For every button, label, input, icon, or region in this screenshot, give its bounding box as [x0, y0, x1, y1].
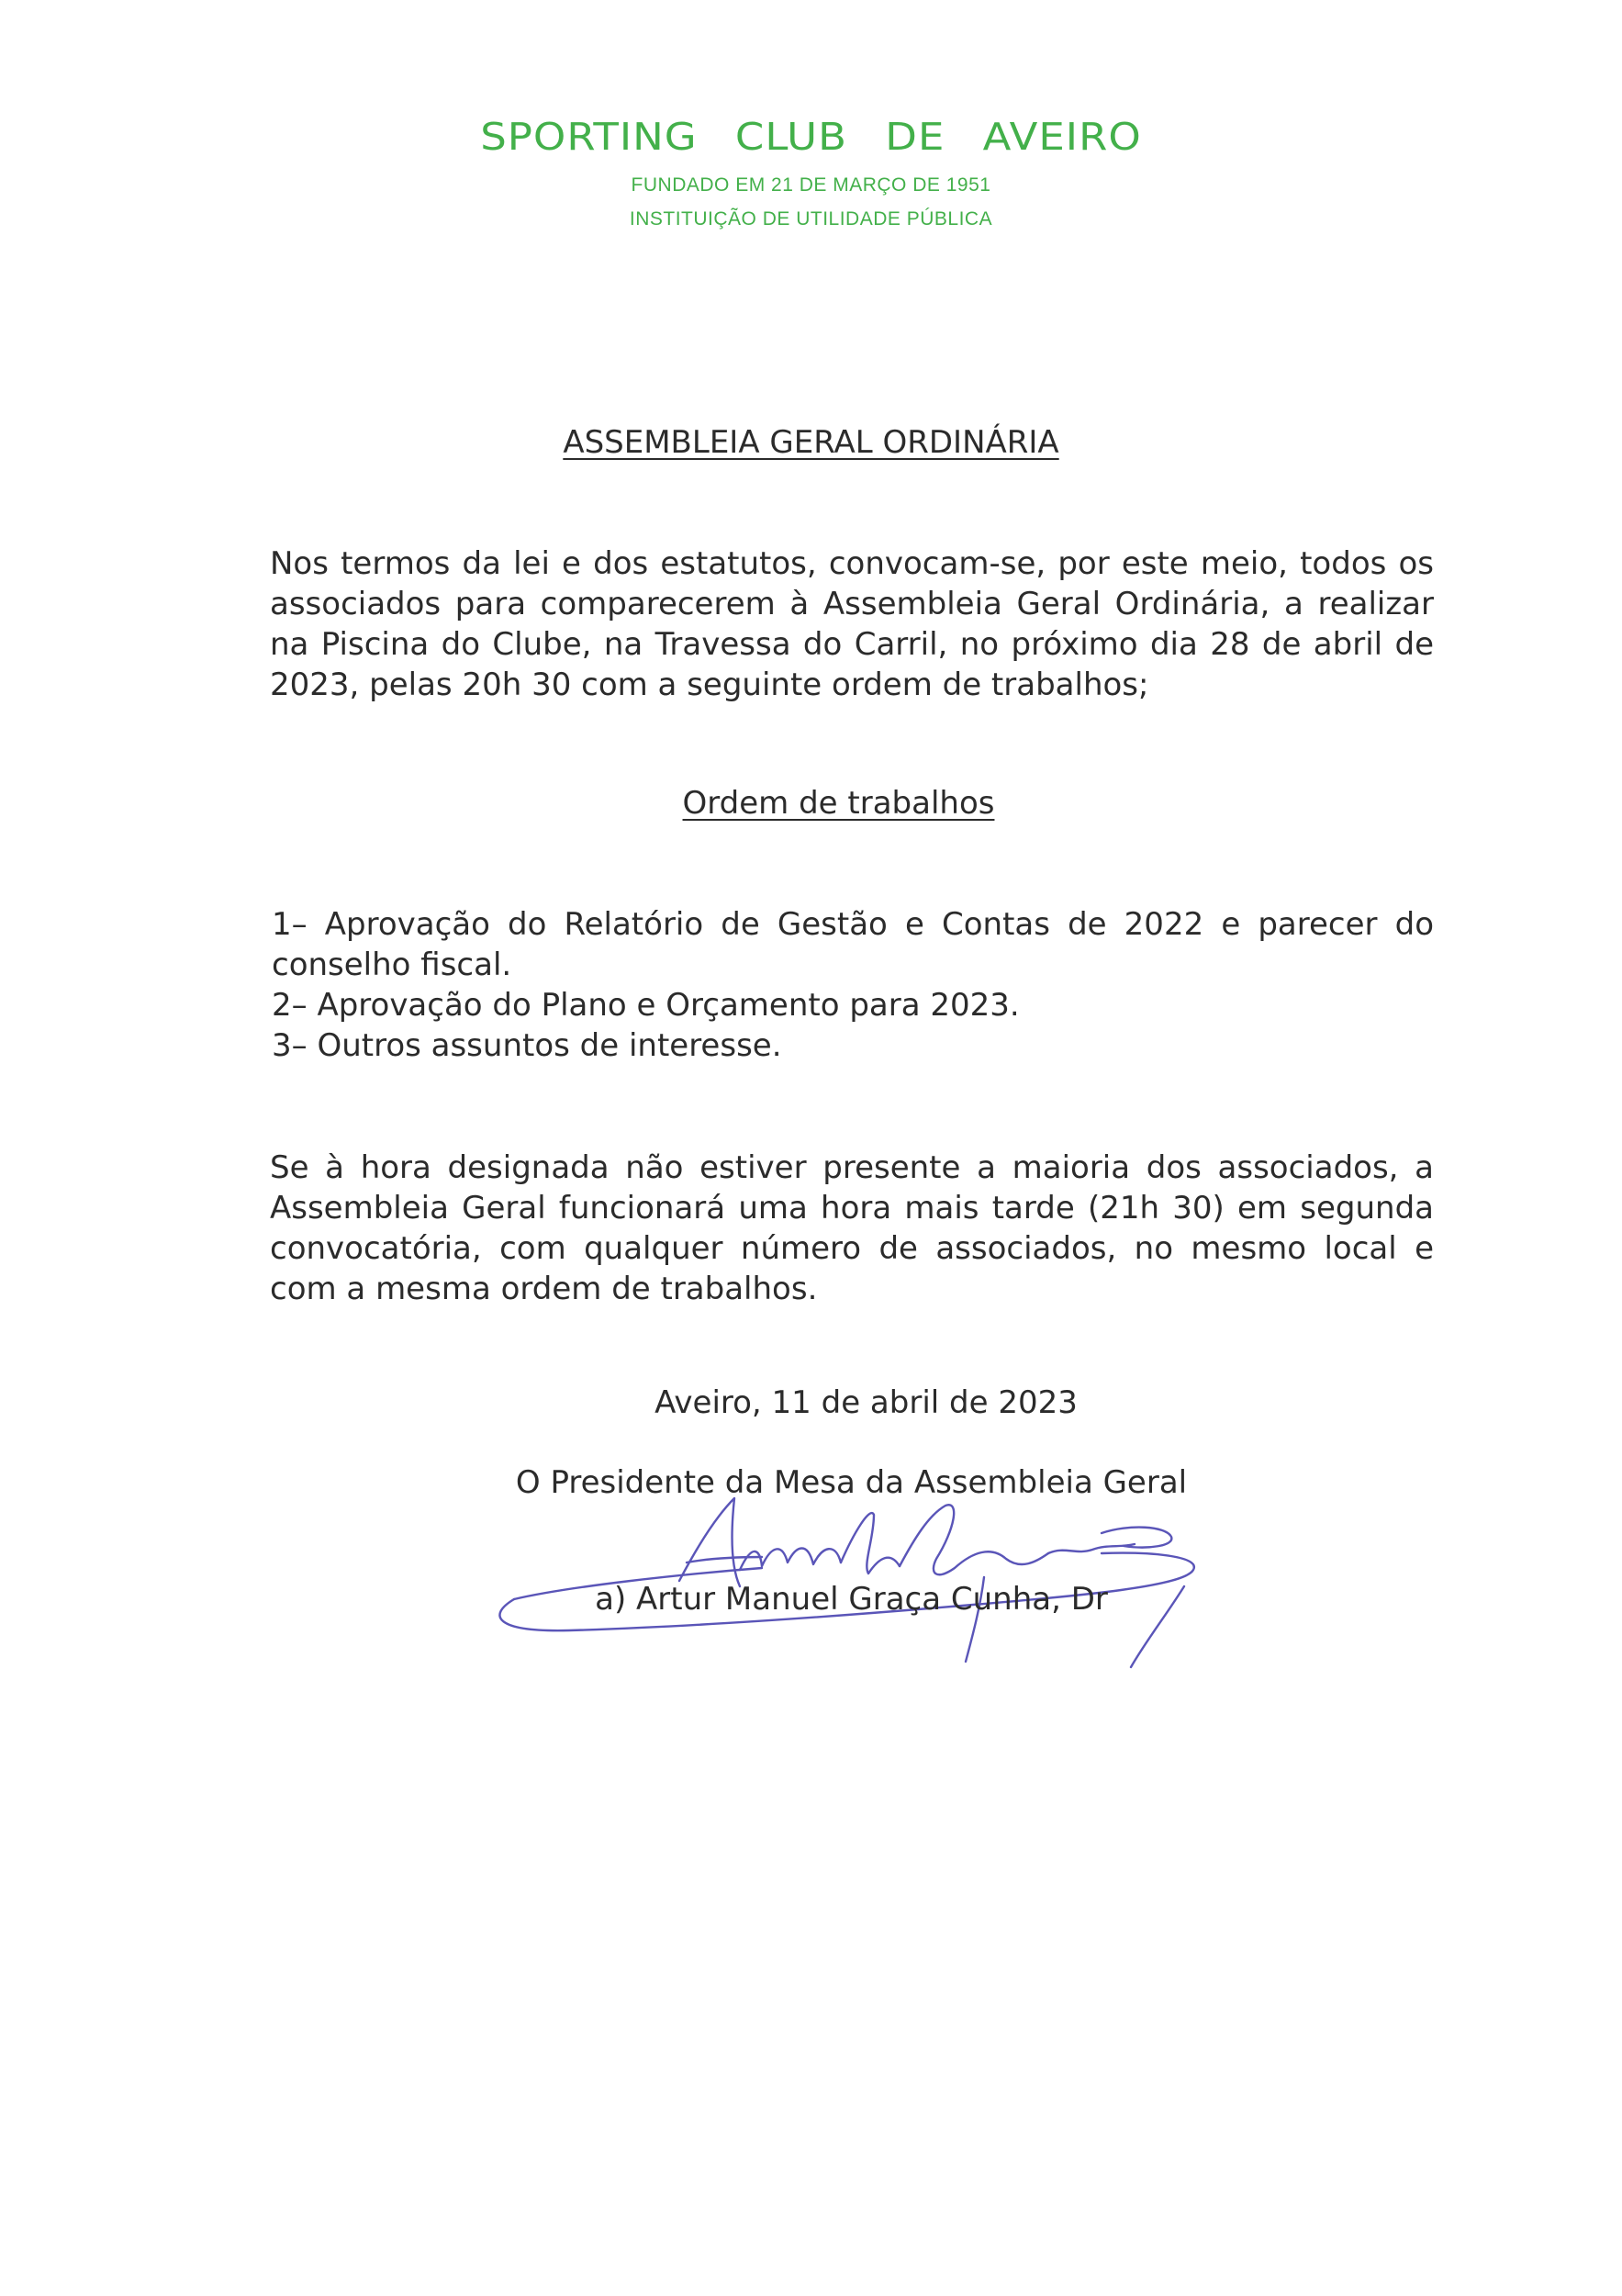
- agenda-title: Ordem de trabalhos: [682, 785, 995, 822]
- place-and-date: Aveiro, 11 de abril de 2023: [654, 1384, 1078, 1421]
- second-call-paragraph: Se à hora designada não estiver presente a maioria dos associados, a Assembleia Geral funcionará uma hora mais tarde (21h 30) em segunda convocatória, com qualquer número de associados, no mesmo local e com a mesma ordem de trabalhos.: [270, 1149, 1434, 1307]
- agenda-item: 3– Outros assuntos de interesse.: [272, 1027, 782, 1064]
- agenda-list: [272, 904, 1434, 1066]
- intro-paragraph: Nos termos da lei e dos estatutos, convocam-se, por este meio, todos os associados para comparecerem à Assembleia Geral Ordinária, a realizar na Piscina do Clube, na Travessa do Carril, no próximo dia 28 de abril de 2023, pelas 20h 30 com a seguinte ordem de trabalhos;: [270, 545, 1434, 703]
- document-title: ASSEMBLEIA GERAL ORDINÁRIA: [563, 424, 1059, 461]
- agenda-item: 1– Aprovação do Relatório de Gestão e Contas de 2022 e parecer do conselho fiscal.: [272, 906, 1434, 983]
- club-name: SPORTING CLUB DE AVEIRO: [480, 114, 1142, 159]
- handwritten-signature: [459, 1478, 1230, 1671]
- signer-title: O Presidente da Mesa da Assembleia Geral: [515, 1464, 1188, 1501]
- signer-name: a) Artur Manuel Graça Cunha, Dr: [595, 1581, 1108, 1618]
- public-utility-status: INSTITUIÇÃO DE UTILIDADE PÚBLICA: [629, 208, 993, 230]
- founded-date: FUNDADO EM 21 DE MARÇO DE 1951: [631, 174, 991, 196]
- agenda-item: 2– Aprovação do Plano e Orçamento para 2023.: [272, 987, 1020, 1024]
